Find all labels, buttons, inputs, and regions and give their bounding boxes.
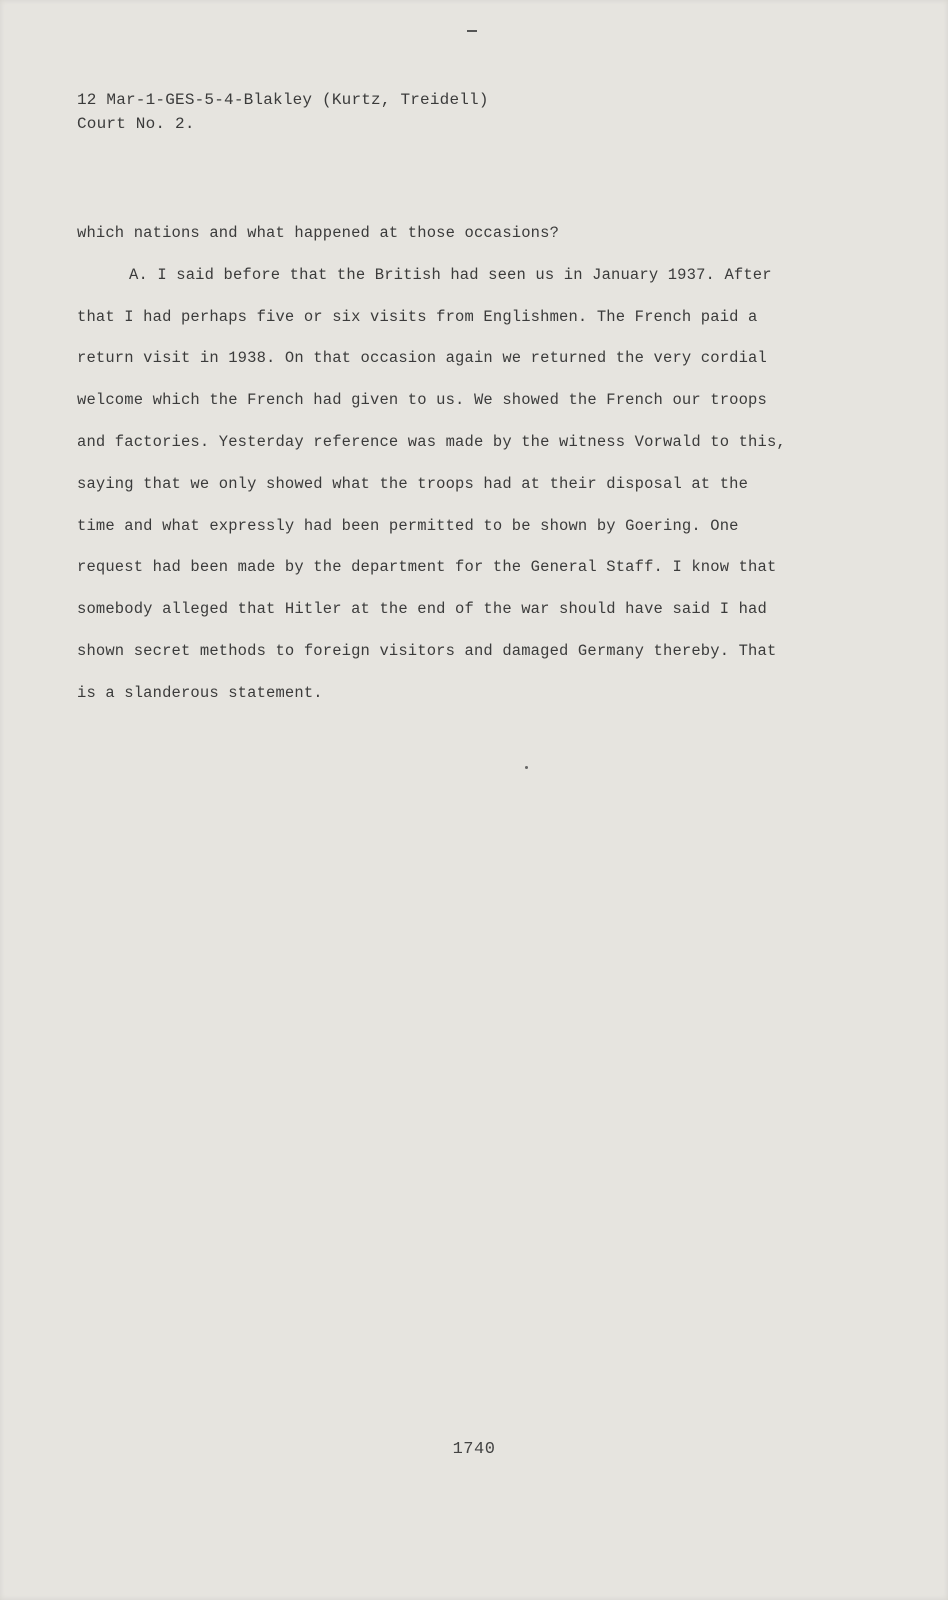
text-line: that I had perhaps five or six visits from Englishmen. The French paid a	[77, 307, 758, 326]
ink-dot	[525, 766, 528, 769]
text-line: saying that we only showed what the troops had at their disposal at the	[77, 474, 749, 493]
top-mark	[467, 30, 477, 32]
text-line: which nations and what happened at those occasions?	[77, 224, 560, 242]
page-number: 1740	[452, 1440, 496, 1459]
header-reference: 12 Mar-1-GES-5-4-Blakley (Kurtz, Treidell)	[77, 91, 489, 109]
document-header	[77, 88, 489, 136]
text-line: time and what expressly had been permitted to be shown by Goering. One	[77, 516, 739, 535]
header-court: Court No. 2.	[77, 115, 195, 133]
text-line: welcome which the French had given to us. We showed the French our troops	[77, 391, 767, 410]
testimony-text	[77, 213, 867, 715]
text-line: shown secret methods to foreign visitors and damaged Germany thereby. That	[77, 641, 777, 660]
text-line: somebody alleged that Hitler at the end of the war should have said I had	[77, 600, 767, 619]
text-line: request had been made by the department for the General Staff. I know that	[77, 558, 777, 577]
text-line: is a slanderous statement.	[77, 683, 323, 702]
text-line: and factories. Yesterday reference was made by the witness Vorwald to this,	[77, 432, 786, 451]
text-line: A. I said before that the British had seen us in January 1937. After	[129, 265, 772, 284]
text-line: return visit in 1938. On that occasion again we returned the very cordial	[77, 349, 767, 368]
